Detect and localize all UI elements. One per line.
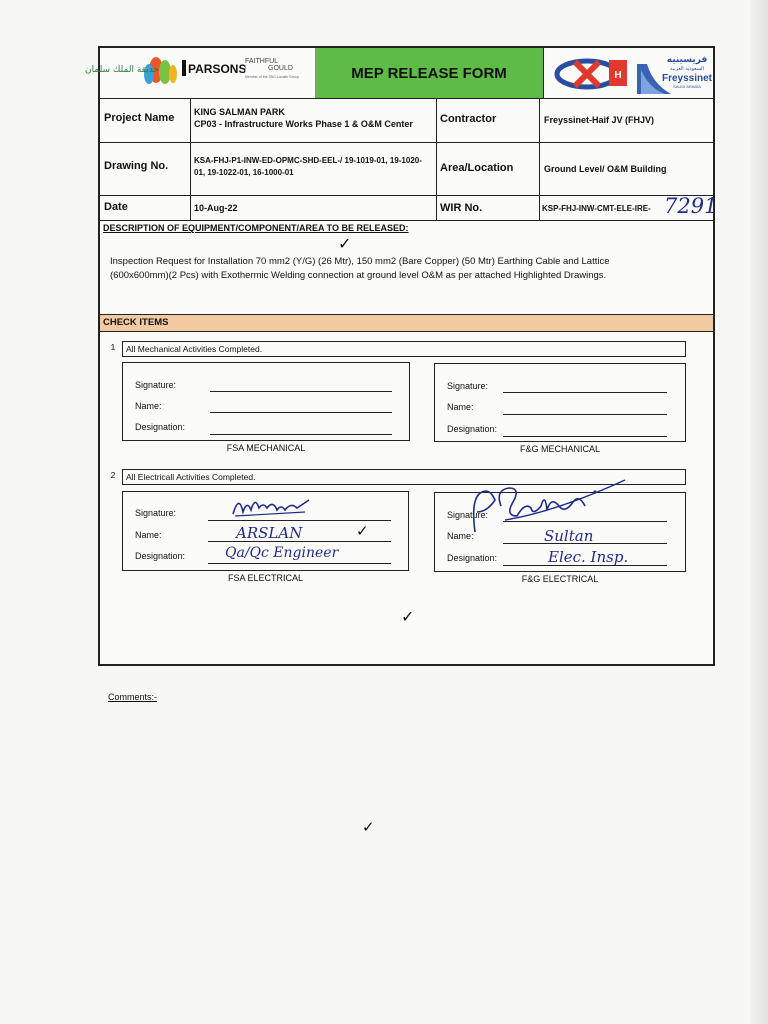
designation-label: Designation: [135,551,186,561]
fhjv-logo [547,52,633,94]
designation-label: Designation: [447,424,498,434]
check-items-title: CHECK ITEMS [100,314,713,332]
rule [436,98,437,220]
name-label: Name: [447,531,474,541]
parsons-logo [182,58,247,82]
rule [100,195,713,196]
signature-label: Signature: [447,510,489,520]
fg-electrical-designation: Elec. Insp. [548,548,629,566]
comments-label: Comments:- [108,692,158,702]
rule [190,98,191,220]
rule [100,98,713,99]
header-right-logos [543,48,714,98]
project-name-line1: KING SALMAN PARK [194,107,285,117]
area-location-value: Ground Level/ O&M Building [544,164,667,174]
name-label: Name: [447,402,474,412]
signature-line [503,392,667,393]
contractor-label: Contractor [440,113,497,125]
date-value: 10-Aug-22 [194,203,238,213]
freyssinet-brand-sub: SAUDI ARABIA [673,84,701,89]
fsa-electrical-signature [225,490,315,522]
svg-text:H: H [614,70,622,81]
drawing-no-line1: KSA-FHJ-P1-INW-ED-OPMC-SHD-EEL-/ 19-1019-01, 19-1020- [194,156,422,165]
page-edge-shadow [750,0,768,1024]
wir-no-value: KSP-FHJ-INW-CMT-ELE-IRE- [542,204,651,213]
item2-number: 2 [110,470,116,480]
freyssinet-arabic-sub: السعودية العربية [670,66,704,72]
project-name-line2: CP03 - Infrastructure Works Phase 1 & O&M Center [194,119,413,129]
drawing-no-label: Drawing No. [104,160,169,172]
freyssinet-arabic-text: فريسينيه [666,55,708,65]
description-line1: Inspection Request for Installation 70 mm2 (Y/G) (26 Mtr), 150 mm2 (Bare Copper) (50 Mtr) Earthing Cable and Lattice [110,256,610,267]
name-label: Name: [135,401,162,411]
signature-label: Signature: [135,508,177,518]
designation-line [208,563,391,564]
rule [100,220,713,221]
description-line2: (600x600mm)(2 Pcs) with Exothermic Welding connection at ground level O&M as per attached Highlighted Drawings. [110,270,607,281]
item1-number: 1 [110,342,116,352]
freyssinet-logo [635,50,711,96]
freyssinet-brand-text: Freyssinet [661,73,713,84]
area-location-label: Area/Location [440,162,514,174]
designation-label: Designation: [135,422,186,432]
check-mark-icon: ✓ [401,607,415,626]
gould-text: GOULD [245,65,313,72]
name-label: Name: [135,530,162,540]
name-line [210,412,392,413]
description-title: DESCRIPTION OF EQUIPMENT/COMPONENT/AREA TO BE RELEASED: [103,223,409,233]
wir-no-handwritten: 7291 [664,194,718,218]
fg-electrical-name: Sultan [544,527,594,545]
faithful-gould-logo [245,58,313,79]
ksp-arabic-text: حديقة الملك سلمان [85,65,159,75]
fsa-mechanical-caption: FSA MECHANICAL [226,443,306,453]
rule [100,142,713,143]
name-line [503,414,667,415]
item2-text: All Electricall Activities Completed. [122,469,686,485]
signature-line [210,391,392,392]
designation-label: Designation: [447,553,498,563]
wir-no-label: WIR No. [440,202,483,214]
contractor-value: Freyssinet-Haif JV (FHJV) [544,115,655,125]
item1-text: All Mechanical Activities Completed. [122,341,686,357]
fsa-electrical-name: ARSLAN [236,524,303,542]
form-title: MEP RELEASE FORM [315,48,544,98]
parsons-brand-text: PARSONS [188,62,247,76]
signature-label: Signature: [135,380,177,390]
header-left-logos [85,48,316,98]
project-name-label: Project Name [104,112,175,124]
designation-line [503,436,667,437]
fsa-electrical-designation: Qa/Qc Engineer [225,545,339,561]
signature-label: Signature: [447,381,489,391]
designation-line [210,434,392,435]
faithful-gould-sub: Member of the SNC-Lavalin Group [245,75,299,79]
check-mark-icon: ✓ [338,234,352,253]
check-mark-icon: ✓ [356,522,369,540]
date-label: Date [104,201,128,213]
rule [539,98,540,220]
fg-mechanical-caption: F&G MECHANICAL [519,444,600,454]
check-mark-icon: ✓ [362,818,375,836]
faithful-text: FAITHFUL [245,58,279,65]
fsa-electrical-caption: FSA ELECTRICAL [227,573,304,583]
king-salman-park-logo [85,50,182,96]
drawing-no-line2: 01, 19-1022-01, 16-1000-01 [194,168,294,177]
fg-electrical-caption: F&G ELECTRICAL [521,574,599,584]
